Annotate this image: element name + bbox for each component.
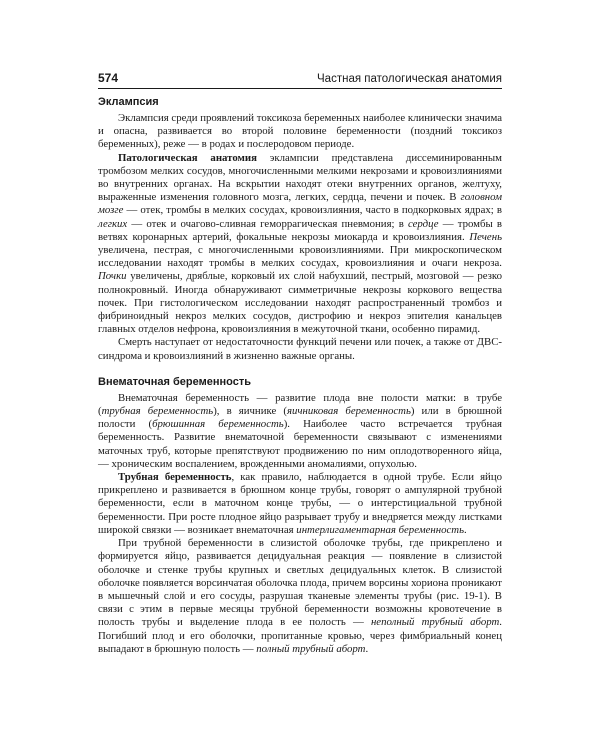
- section-title-eclampsia: Эклампсия: [98, 96, 159, 108]
- italic-term: брюшинная беременность: [152, 418, 284, 431]
- italic-term: Почки: [98, 270, 127, 283]
- paragraph: При трубной беременности в слизистой оболочке трубы, где прикреплено и формируется яйцо, развивается децидуальная реакция — появление в слизистой оболочке и стенке трубы крупных и светлых децидуальных клеток. В слизистой оболочке появляется ворсинчатая оболочка плода, причем ворсины хориона проникают в мышечный слой и его сосуды, разрушая тканевые элементы трубы (рис. 19-1). В связи с этим в первые месяцы трубной беременности возможны кровотечение в полость трубы и выделение плода в ее полость — неполный трубный аборт. Погибший плод и его оболочки, пропитанные кровью, через фимбриальный конец выпадают в брюшную полость — полный трубный аборт.: [98, 537, 502, 655]
- italic-term: трубная беременность: [101, 405, 214, 418]
- italic-term: сердце: [407, 217, 439, 230]
- paragraph: Трубная беременность, как правило, наблюдается в одной трубе. Если яйцо прикреплено и развивается в брюшном конце трубы, говорят о ампулярной трубной беременности, если в маточном конце трубы, — о интерстициальной трубной беременности. При росте плодное яйцо разрывает трубу и внедряется между листками широкой связки — возникает внематочная интерлигаментарная беременность.: [98, 471, 502, 536]
- bold-term: Трубная беременность: [118, 471, 232, 484]
- page-number: 574: [98, 71, 119, 85]
- bold-term: Патологическая анатомия: [118, 151, 257, 164]
- paragraph: Патологическая анатомия эклампсии представлена диссеминированным тромбозом мелких сосудов, многочисленными мелкими некрозами и кровоизлияниями во внутренних органах. На вскрытии находят отеки внутренних органов, желтуху, выраженные изменения головного мозга, легких, сердца, печени и почек. В головном мозге — отек, тромбы в мелких сосудах, кровоизлияния, часто в подкорковых ядрах; в легких — отек и очагово-сливная геморрагическая пневмония; в сердце — тромбы в ветвях коронарных артерий, фокальные некрозы миокарда и кровоизлияния. Печень увеличена, пестрая, с многочисленными кровоизлияниями. При микроскопическом исследовании находят тромбы в мелких сосудах, кровоизлияния и очаги некроза. Почки увеличены, дряблые, корковый их слой набухший, пестрый, мозговой — резко полнокровный. Иногда обнаруживают симметричные некрозы коркового вещества почек. При гистологическом исследовании находят распространенный тромбоз и фибриноидный некроз мелких сосудов, дистрофию и некроз эпителия канальцев главных отделов нефрона, кровоизлияния в межуточной ткани, особенно пирамид.: [98, 151, 503, 336]
- paragraph: Смерть наступает от недостаточности функций печени или почек, а также от ДВС-синдрома и кровоизлияний в жизненно важные органы.: [98, 336, 502, 362]
- italic-term: интерлигаментарная беременность: [296, 523, 465, 536]
- running-title: Частная патологическая анатомия: [317, 73, 502, 85]
- italic-term: неполный трубный аборт: [370, 616, 500, 629]
- paragraph: Эклампсия среди проявлений токсикоза беременных наиболее клинически значима и опасна, развивается во второй половине беременности (поздний токсикоз беременных), реже — в родах и послеродовом периоде.: [98, 112, 502, 151]
- page-content: [98, 96, 502, 656]
- section-title-ectopic-pregnancy: Внематочная беременность: [98, 375, 251, 388]
- paragraph: Внематочная беременность — развитие плода вне полости матки: в трубе (трубная беременность), в яичнике (яичниковая беременность) или в брюшной полости (брюшинная беременность). Наиболее часто встречается трубная беременность. Развитие внематочной беременности связывают с изменениями маточных труб, которые препятствуют продвижению по ним оплодотворенного яйца, — хроническим воспалением, врожденными аномалиями, опухолью.: [98, 391, 502, 470]
- italic-term: полный трубный аборт: [256, 642, 366, 655]
- italic-term: головном мозге: [98, 191, 502, 217]
- page-header: [98, 70, 502, 89]
- italic-term: яичниковая беременность: [286, 405, 411, 418]
- section-gap: [98, 363, 502, 376]
- italic-term: легких: [98, 217, 128, 230]
- italic-term: Печень: [469, 230, 502, 243]
